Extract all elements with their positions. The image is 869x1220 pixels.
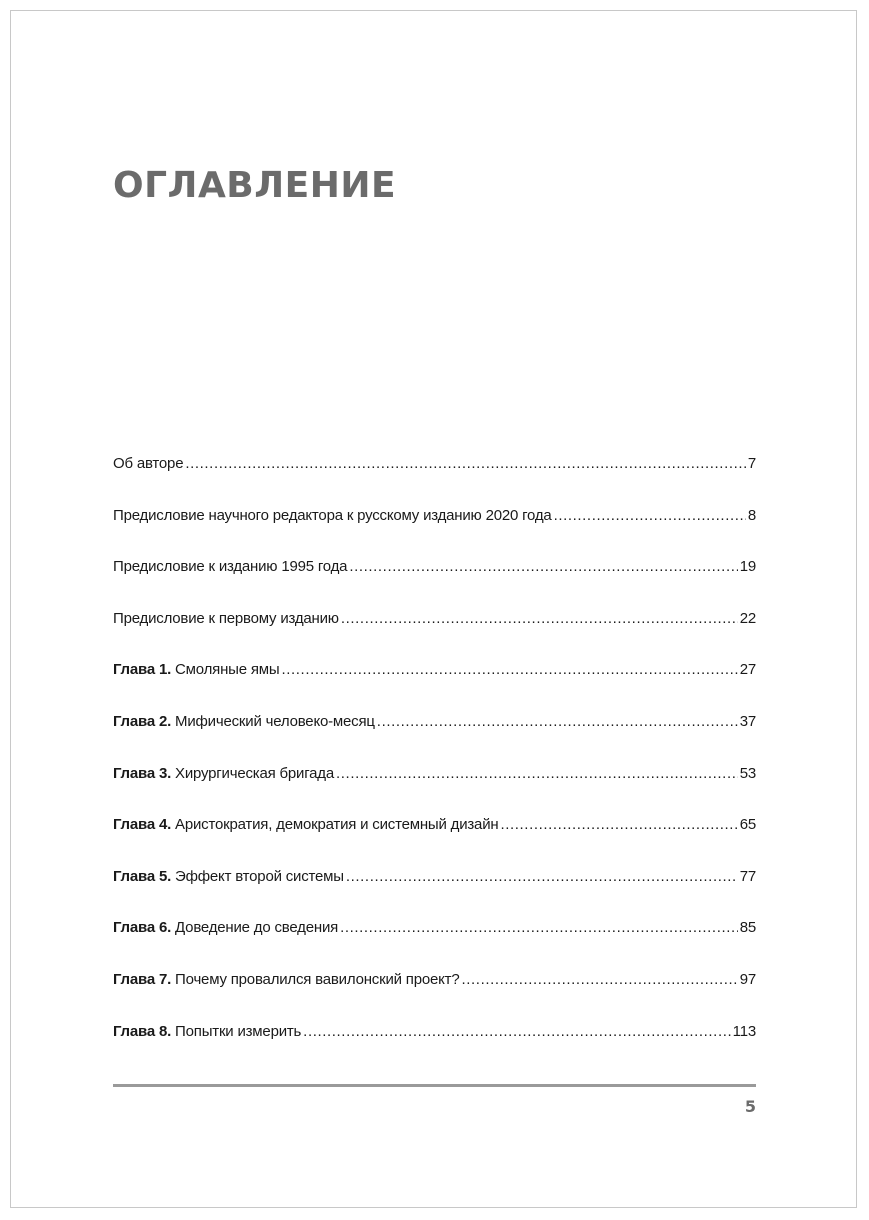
toc-entry-title [113,868,344,885]
dot-leader [377,713,738,730]
toc-entry-first-edition-preface[interactable] [113,610,756,662]
page-number: 5 [744,1097,756,1116]
toc-entry-title: Предисловие к изданию 1995 года [113,558,348,576]
toc-entry-chapter-3[interactable] [113,765,756,817]
toc-entry-editor-preface[interactable] [113,507,756,559]
chapter-label: Глава 4. [113,816,172,834]
toc-entry-title [113,661,279,678]
dot-leader [341,610,738,627]
dot-leader [346,868,738,885]
toc-entry-chapter-4[interactable] [113,816,756,868]
toc-entry-page: 8 [747,506,756,524]
toc-entry-chapter-6[interactable] [113,919,756,971]
toc-entry-title [113,765,334,782]
chapter-title: Хирургическая бригада [175,764,335,782]
toc-entry-page: 19 [739,558,756,576]
chapter-label: Глава 5. [113,867,172,885]
dot-leader [462,971,738,988]
toc-entry-page: 53 [739,764,756,782]
toc-entry-title [113,816,498,833]
chapter-title: Попытки измерить [175,1022,302,1040]
chapter-label: Глава 7. [113,970,172,988]
toc-entry-preface-1995[interactable] [113,558,756,610]
toc-entry-page: 37 [739,712,756,730]
dot-leader [185,455,746,472]
dot-leader [340,919,738,936]
toc-entry-title: Предисловие научного редактора к русскому изданию 2020 года [113,506,552,524]
chapter-title: Эффект второй системы [175,867,344,885]
toc-entry-page: 113 [732,1022,756,1040]
chapter-label: Глава 8. [113,1022,172,1040]
toc-entry-about-author[interactable] [113,455,756,507]
toc-entry-title [113,971,460,988]
toc-entry-chapter-7[interactable] [113,971,756,1023]
toc-entry-title: Об авторе [113,455,184,472]
chapter-label: Глава 6. [113,919,172,937]
dot-leader [336,765,738,782]
toc-entry-page: 97 [739,970,756,988]
toc-entry-page: 27 [739,661,756,679]
toc-entry-chapter-8[interactable] [113,1023,756,1075]
chapter-label: Глава 2. [113,712,172,730]
page-title: ОГЛАВЛЕНИЕ [113,165,397,206]
toc-entry-page: 85 [739,919,756,937]
chapter-title: Почему провалился вавилонский проект? [175,970,460,988]
toc-entry-title: Предисловие к первому изданию [113,609,339,627]
toc-entry-chapter-2[interactable] [113,713,756,765]
dot-leader [281,661,737,678]
dot-leader [303,1023,731,1040]
toc-entry-title [113,1023,301,1040]
toc-entry-page: 65 [739,816,756,834]
chapter-title: Смоляные ямы [175,661,280,679]
footer-divider [113,1084,756,1087]
toc-entry-chapter-5[interactable] [113,868,756,920]
chapter-title: Доведение до сведения [175,919,339,937]
chapter-title: Аристократия, демократия и системный дизайн [175,816,499,834]
table-of-contents [113,455,756,1074]
toc-entry-chapter-1[interactable] [113,661,756,713]
toc-entry-page: 77 [739,867,756,885]
toc-entry-title [113,713,375,730]
dot-leader [554,507,746,524]
chapter-label: Глава 3. [113,764,172,782]
chapter-title: Мифический человеко-месяц [175,712,375,730]
dot-leader [349,558,737,575]
toc-entry-title [113,919,338,936]
chapter-label: Глава 1. [113,661,172,679]
toc-entry-page: 22 [739,609,756,627]
toc-entry-page: 7 [747,455,756,472]
dot-leader [500,816,737,833]
